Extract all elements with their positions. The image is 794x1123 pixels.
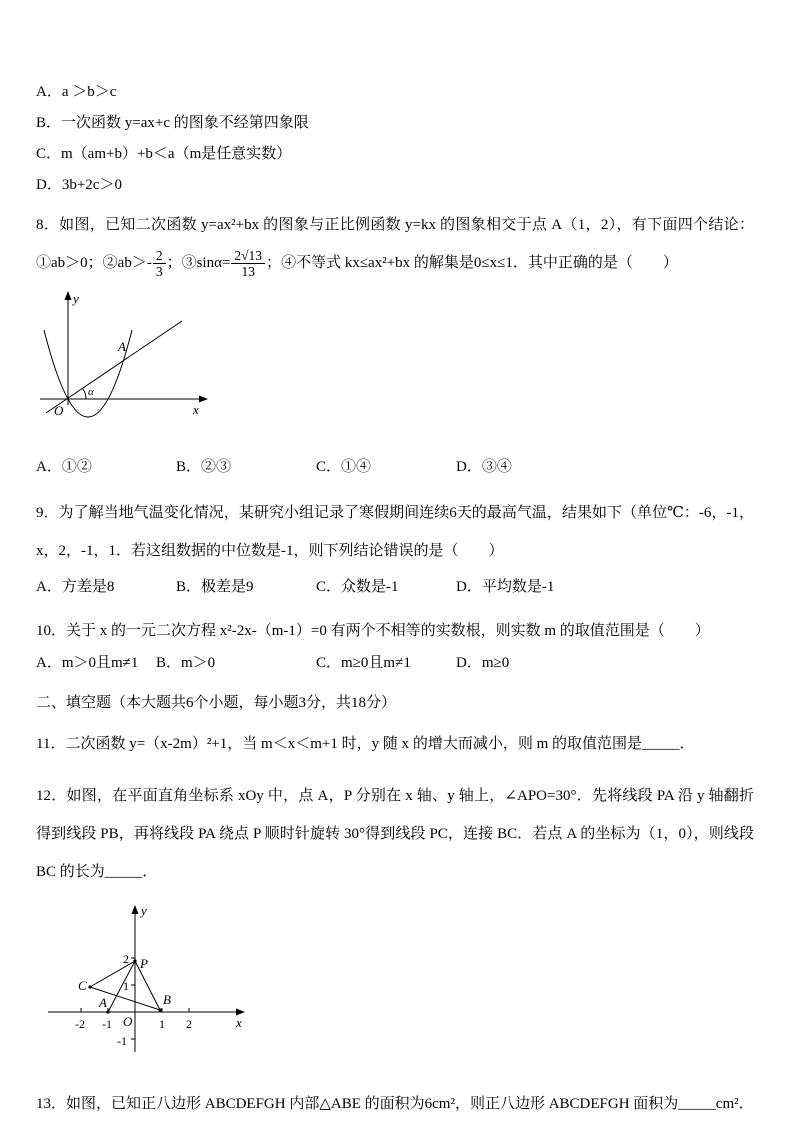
choice-b-text: 一次函数 y=ax+c 的图象不经第四象限 <box>61 115 309 131</box>
fraction-two-thirds <box>153 248 166 280</box>
q9-option-c <box>316 576 456 598</box>
y-axis-arrow <box>65 291 72 300</box>
fraction-2root13-13 <box>231 248 265 280</box>
y-axis-label: y <box>141 902 147 918</box>
q8-option-b <box>176 456 316 478</box>
origin-label: O <box>54 402 64 418</box>
option-label: A． <box>36 458 62 475</box>
question-9-text: 9．为了解当地气温变化情况，某研究小组记录了寒假期间连续6天的最高气温，结果如下（单位℃：-6，-1，x，2，-1，1．若这组数据的中位数是-1，则下列结论错误的是（ ） <box>36 504 754 559</box>
choice-line-d <box>36 175 754 195</box>
section-2-heading: 二、填空题（本大题共6个小题，每小题3分，共18分） <box>36 695 397 712</box>
y-tick-neg1-label: -1 <box>117 1033 127 1048</box>
q9-option-b <box>176 576 316 598</box>
x-tick-1-label: 1 <box>159 1016 165 1031</box>
q10-option-c <box>316 652 456 674</box>
option-text: 众数是-1 <box>341 579 399 595</box>
option-label: B． <box>176 579 202 595</box>
choice-d-label: D． <box>36 177 62 193</box>
point-b-label: B <box>163 991 171 1007</box>
option-label: D． <box>456 579 482 595</box>
option-text: ①④ <box>341 458 372 475</box>
q10-option-d <box>456 652 509 674</box>
parabola-line-graph <box>30 287 215 439</box>
option-text: m≥0 <box>481 655 510 672</box>
point-a <box>106 1010 109 1013</box>
x-axis-label: x <box>193 401 199 417</box>
q10-options <box>36 652 754 674</box>
q9-option-d <box>456 576 554 598</box>
choice-c-text: m（am+b）+b＜a（m是任意实数） <box>61 146 292 162</box>
option-text: ②③ <box>201 458 232 475</box>
y-tick-1-label: 1 <box>123 978 129 993</box>
point-a-label: A <box>118 338 126 354</box>
q9-option-a <box>36 576 176 598</box>
option-text: ①② <box>61 458 92 475</box>
fraction-denominator: 13 <box>241 264 255 280</box>
q9-options <box>36 576 754 598</box>
option-label: C． <box>316 579 342 595</box>
choice-line-a <box>36 82 754 102</box>
point-b <box>158 1008 161 1011</box>
q8-figure <box>30 287 754 444</box>
option-label: B． <box>176 458 202 475</box>
point-c-label: C <box>78 977 87 993</box>
point-p <box>133 959 136 962</box>
q8-mid: ；③sinα= <box>166 255 231 272</box>
y-tick-2-label: 2 <box>123 951 129 966</box>
option-label: A． <box>36 655 62 672</box>
q12-figure <box>40 900 754 1073</box>
y-axis-arrow <box>132 905 139 914</box>
coordinate-graph <box>40 900 255 1068</box>
choice-a-text: a ＞b＞c <box>61 84 117 100</box>
fraction-numerator: 2√13 <box>231 248 265 265</box>
choice-a-label: A． <box>36 84 62 100</box>
q8-option-c <box>316 456 456 478</box>
choice-d-text: 3b+2c＞0 <box>61 177 122 193</box>
x-axis-arrow <box>199 395 208 402</box>
option-text: m＞0 <box>181 655 216 672</box>
x-tick-neg2-label: -2 <box>75 1016 85 1031</box>
q8-option-a <box>36 456 176 478</box>
q10-option-b <box>156 652 316 674</box>
option-label: A． <box>36 579 62 595</box>
question-11-text: 11．二次函数 y=（x-2m）²+1，当 m＜x＜m+1 时，y 随 x 的增大而减小，则 m 的取值范围是_____． <box>36 735 695 752</box>
question-8-text <box>36 206 754 283</box>
angle-alpha-label: α <box>88 385 94 398</box>
x-tick-2-label: 2 <box>186 1016 192 1031</box>
option-label: C． <box>316 655 342 672</box>
point-a-label: A <box>99 994 107 1010</box>
option-text: m≥0且m≠1 <box>341 655 411 672</box>
x-tick-neg1-label: -1 <box>102 1016 112 1031</box>
q8-suffix: ；④不等式 kx≤ax²+bx 的解集是0≤x≤1．其中正确的是（ ） <box>266 255 678 272</box>
q8-options <box>36 456 754 478</box>
y-axis-label: y <box>73 290 79 306</box>
choice-c-label: C． <box>36 146 62 162</box>
question-12-text: 12．如图，在平面直角坐标系 xOy 中，点 A，P 分别在 x 轴、y 轴上，∠APO=30°．先将线段 PA 沿 y 轴翻折得到线段 PB，再将线段 PA 绕点 P 顺时针旋转 30°得到线段 PC，连接 BC．若点 A 的坐标为（1，0），则线段 BC 的长为_____． <box>36 787 754 881</box>
q8-intro: 8．如图，已知二次函数 y=ax²+bx 的图象与正比例函数 y=kx 的图象相交于点 A（1，2），有下面四个结论：①ab＞0；②ab＞- <box>36 217 754 272</box>
choice-b-label: B． <box>36 115 62 131</box>
question-13-text: 13．如图，已知正八边形 ABCDEFGH 内部△ABE 的面积为6cm²，则正八边形 ABCDEFGH 面积为_____cm²． <box>36 1095 754 1112</box>
point-p-label: P <box>140 955 148 971</box>
option-label: C． <box>316 458 342 475</box>
q10-option-a <box>36 652 156 674</box>
choice-line-b <box>36 113 754 133</box>
option-text: 极差是9 <box>201 579 254 595</box>
q8-option-d <box>456 456 512 478</box>
fraction-denominator: 3 <box>155 264 163 280</box>
option-text: m＞0且m≠1 <box>61 655 139 672</box>
option-label: B． <box>156 655 182 672</box>
origin-label: O <box>123 1013 133 1029</box>
option-text: ③④ <box>481 458 512 475</box>
choice-line-c <box>36 144 754 164</box>
option-label: D． <box>456 655 482 672</box>
fraction-numerator: 2 <box>153 248 166 265</box>
angle-arc <box>83 388 86 398</box>
option-label: D． <box>456 458 482 475</box>
point-c <box>88 985 91 988</box>
question-10-text: 10．关于 x 的一元二次方程 x²-2x-（m-1）=0 有两个不相等的实数根，则实数 m 的取值范围是（ ） <box>36 623 710 639</box>
x-axis-label: x <box>236 1014 242 1030</box>
option-text: 平均数是-1 <box>481 579 555 595</box>
option-text: 方差是8 <box>61 579 115 595</box>
